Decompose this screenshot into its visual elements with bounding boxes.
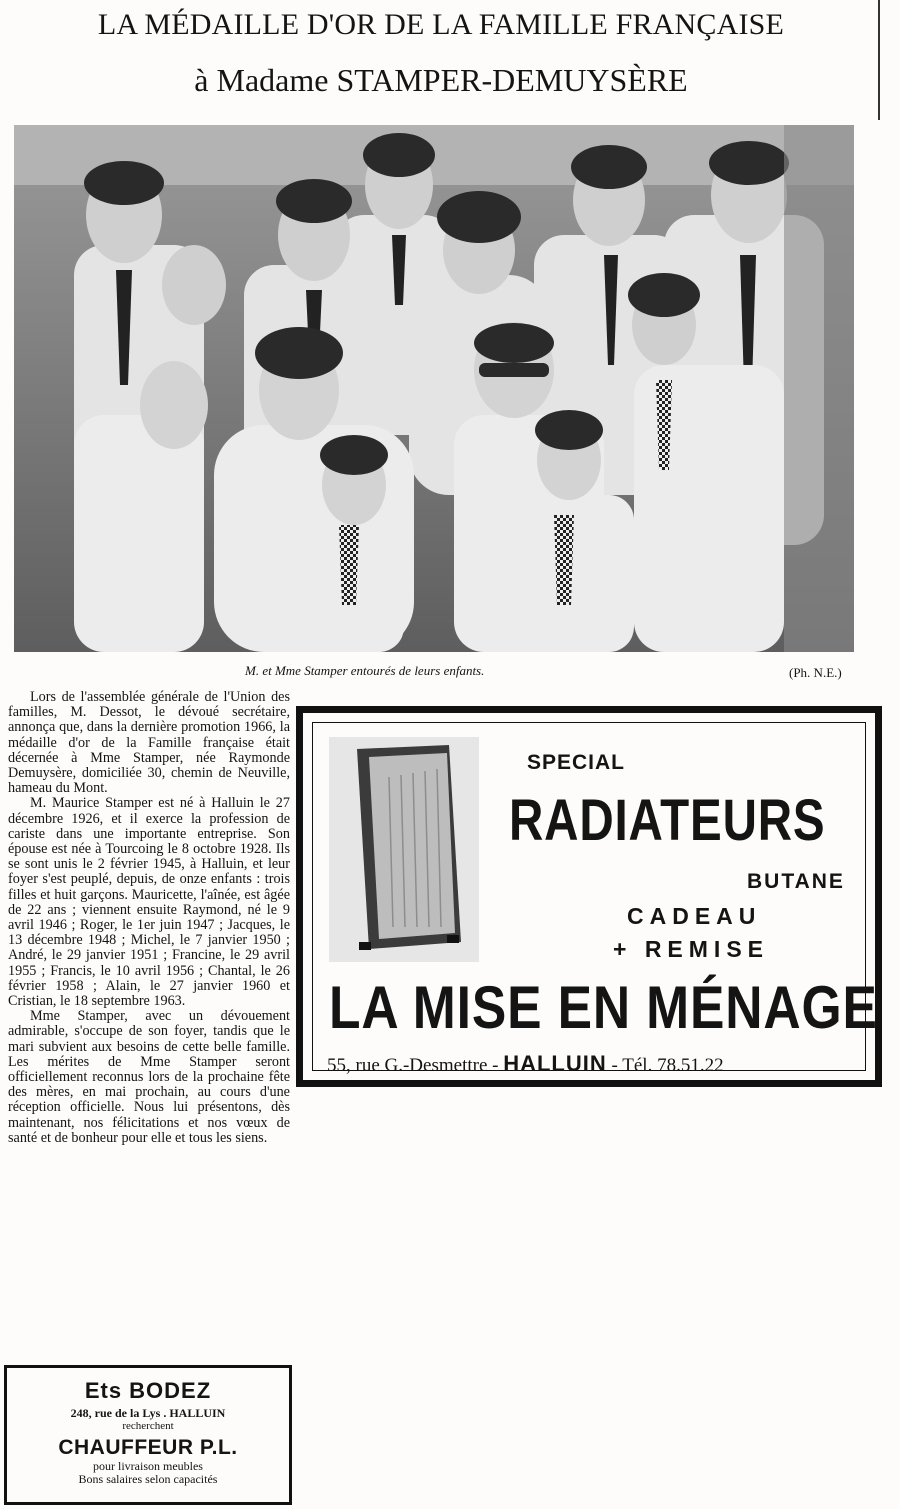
- ad-discount-label: + REMISE: [613, 936, 770, 962]
- bodez-detail-2: Bons salaires selon capacités: [78, 1472, 218, 1486]
- bodez-seeking: recherchent: [122, 1420, 174, 1432]
- bodez-address: 248, rue de la Lys . HALLUIN: [70, 1406, 226, 1420]
- article-paragraph: Lors de l'assemblée générale de l'Union des familles, M. Dessot, le dévoué secrétaire, annonça que, dans la dernière promotion 1966, la médaille d'or de la Famille française était décernée à Mme Stamper, née Raymonde Demuysère, domiciliée 30, chemin de Neuville, hameau du Mont.: [8, 689, 290, 797]
- article-paragraph: M. Maurice Stamper est né à Halluin le 27 décembre 1926, et il exerce la profession de cariste dans une importante entreprise. Son épouse est née à Tourcoing le 8 octobre 1928. Ils se sont unis le 2 février 1945, à Halluin, et leur foyer s'est peuplé, depuis, de onze enfants : trois filles et huit garçons. Mauricette, l'aînée, est âgée de 22 ans ; viennent ensuite Raymond, né le 9 avril 1946 ; Roger, le 1er juin 1947 ; Jacques, le 13 décembre 1948 ; Michel, le 7 janvier 1950 ; André, le 29 janvier 1951 ; Francine, le 29 avril 1955 ; Francis, le 10 avril 1956 ; Chantal, le 26 février 1958 ; Alain, le 27 janvier 1960 et Cristian, le 18 septembre 1963.: [8, 795, 290, 1010]
- bodez-advertisement: [4, 1365, 292, 1505]
- ad-product-type: BUTANE: [747, 870, 845, 893]
- ad-phone: - Tél. 78.51.22: [611, 1055, 724, 1076]
- article-body: [8, 690, 290, 1146]
- ad-address-line: [327, 1051, 724, 1077]
- family-photo: [14, 125, 854, 652]
- column-rule: [878, 0, 880, 120]
- photo-credit: (Ph. N.E.): [789, 665, 842, 680]
- radiator-advertisement: [296, 706, 882, 1087]
- bodez-company: Ets BODEZ: [84, 1378, 212, 1403]
- article-paragraph: Mme Stamper, avec un dévouement admirable, s'occupe de son foyer, tandis que le mari subvient aux besoins de cette belle famille. Les mérites de Mme Stamper seront officiellement reconnus lors de la prochaine fête des mères, en mai prochain, au cours d'une réception officielle. Nous lui présentons, dès maintenant, nos félicitations et nos vœux de santé et de bonheur pour elle et tous les siens.: [8, 1008, 290, 1146]
- bodez-job-title: CHAUFFEUR P.L.: [58, 1436, 238, 1459]
- ad-inner-frame: [312, 722, 878, 1076]
- ad-product-title: RADIATEURS: [509, 788, 826, 853]
- photo-caption: M. et Mme Stamper entourés de leurs enfants.: [245, 663, 485, 678]
- ad-address: 55, rue G.-Desmettre -: [327, 1055, 499, 1076]
- subheadline: à Madame STAMPER-DEMUYSÈRE: [194, 62, 688, 98]
- family-photo-illustration: [14, 125, 854, 652]
- ad-city: HALLUIN: [503, 1051, 607, 1076]
- ad-gift-label: CADEAU: [627, 903, 762, 929]
- bodez-detail-1: pour livraison meubles: [93, 1459, 203, 1473]
- ad-store-name: LA MISE EN MÉNAGE: [329, 974, 878, 1041]
- ad-special-label: SPECIAL: [527, 751, 626, 774]
- radiator-illustration: [329, 737, 479, 962]
- headline: LA MÉDAILLE D'OR DE LA FAMILLE FRANÇAISE: [97, 8, 785, 41]
